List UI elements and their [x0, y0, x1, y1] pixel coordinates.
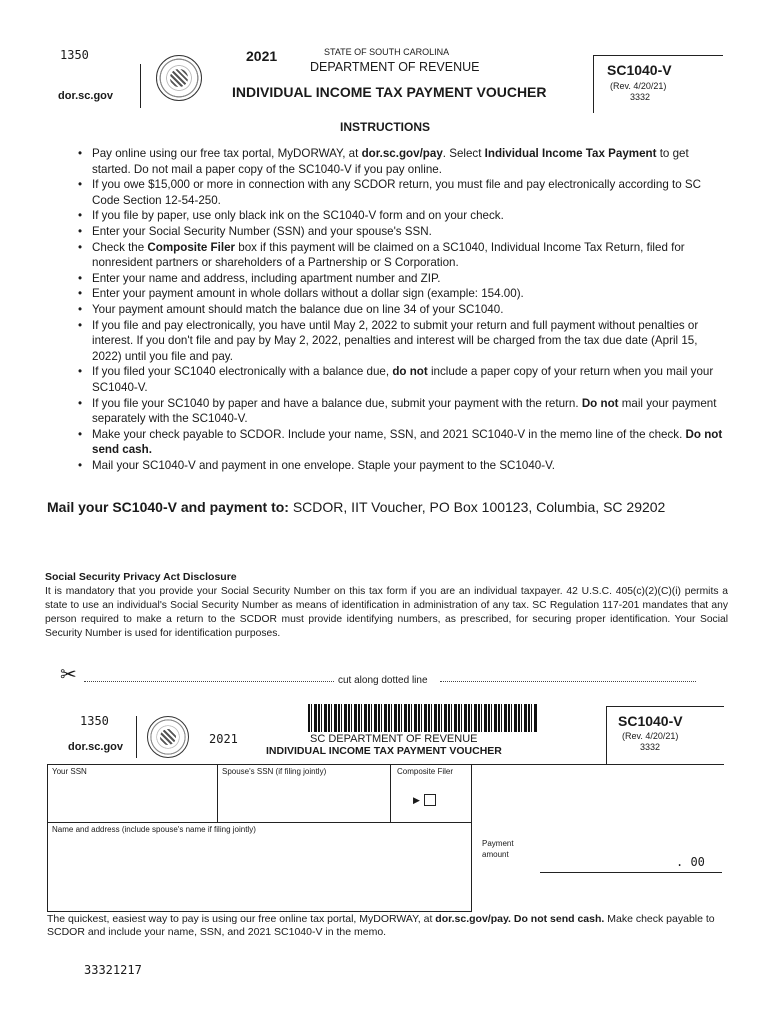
list-item: • Your payment amount should match the balance due on line 34 of your SC1040.: [76, 302, 726, 318]
voucher-seal-icon: [147, 716, 189, 758]
privacy-heading: Social Security Privacy Act Disclosure: [45, 571, 237, 583]
payment-amount-input[interactable]: [540, 872, 722, 873]
spouse-ssn-field[interactable]: [217, 764, 391, 823]
privacy-text: It is mandatory that you provide your Social Security Number on this tax form if you are an individual taxpayer. 42 U.S.C. 405(c)(2)(C)(i) permits a state to use an individual's Social Security Number as means of identification in administration of any tax. SC Regulation 117-201 mandates that any person required to make a return to the SCDOR must provide identifying numbers, as prescribed, for securing proper identification. Your Social Security Number is used for identification purposes.: [45, 586, 728, 639]
voucher-form-code: 1350: [80, 714, 109, 728]
list-item: • If you owe $15,000 or more in connection with any SCDOR return, you must file and pay electronically according to SC Code Section 12-54-250.: [76, 177, 726, 208]
voucher-website: dor.sc.gov: [68, 741, 124, 753]
list-item: • Check the Composite Filer box if this payment will be claimed on a SC1040, Individual Income Tax Return, filed for nonresident partners or shareholders of a Partnership or S Corporation.: [76, 240, 726, 271]
voucher-form-id: SC1040-V: [618, 713, 683, 729]
ssn-field[interactable]: [47, 764, 218, 823]
header-department: DEPARTMENT OF REVENUE: [310, 60, 480, 74]
mail-to-label: Mail your SC1040-V and payment to:: [47, 499, 289, 515]
list-item: • Enter your payment amount in whole dollars without a dollar sign (example: 154.00).: [76, 286, 726, 302]
composite-filer-cell: [390, 764, 472, 823]
ssn-label: Your SSN: [52, 767, 87, 776]
header-rev-code: 3332: [630, 92, 651, 102]
arrow-right-icon: ▶: [413, 795, 420, 805]
list-item: • Mail your SC1040-V and payment in one envelope. Staple your payment to the SC1040-V.: [76, 458, 726, 474]
payment-cents: . 00: [676, 855, 705, 869]
payment-label-line-2: amount: [482, 850, 509, 859]
header-state: STATE OF SOUTH CAROLINA: [324, 47, 450, 57]
list-item: • Pay online using our free tax portal, MyDORWAY, at dor.sc.gov/pay. Select Individual Income Tax Payment to get started. Do not mail a paper copy of the SC1040-V if you pay online.: [76, 146, 726, 177]
voucher-year: 2021: [209, 732, 238, 746]
payment-label-line-1: Payment: [482, 839, 514, 848]
header-rev: (Rev. 4/20/21): [610, 81, 667, 91]
header-year: 2021: [246, 48, 278, 64]
list-item: • Enter your Social Security Number (SSN) and your spouse's SSN.: [76, 224, 726, 240]
list-item: • Enter your name and address, including apartment number and ZIP.: [76, 271, 726, 287]
scissors-icon: ✂: [60, 664, 77, 686]
list-item: • If you file your SC1040 by paper and have a balance due, submit your payment with the return. Do not mail your payment separately with the SC1040-V.: [76, 396, 726, 427]
voucher-rev: (Rev. 4/20/21): [622, 731, 679, 741]
voucher-divider: [136, 716, 137, 758]
name-address-label: Name and address (include spouse's name if filing jointly): [52, 825, 256, 834]
state-seal-icon: [156, 55, 202, 101]
cut-line-right: [440, 681, 696, 682]
instructions-heading: INSTRUCTIONS: [340, 120, 430, 134]
website: dor.sc.gov: [58, 90, 114, 102]
header-title: INDIVIDUAL INCOME TAX PAYMENT VOUCHER: [232, 84, 547, 100]
spouse-ssn-label: Spouse's SSN (if filing jointly): [222, 767, 327, 776]
header-form-id: SC1040-V: [607, 62, 672, 78]
composite-filer-checkbox[interactable]: [424, 794, 436, 806]
name-address-field[interactable]: [47, 822, 472, 912]
mail-to: [47, 499, 665, 515]
list-item: • If you filed your SC1040 electronically with a balance due, do not include a paper copy of your return when you mail your SC1040-V.: [76, 364, 726, 395]
footer-note: The quickest, easiest way to pay is using our free online tax portal, MyDORWAY, at dor.sc.gov/pay. Do not send cash. Make check payable to SCDOR and include your name, SSN, and 2021 SC1040-V in the memo.: [47, 913, 715, 938]
instructions-list: [76, 146, 726, 473]
header-divider: [140, 64, 141, 108]
barcode-image: [308, 704, 538, 732]
list-item: • If you file by paper, use only black ink on the SC1040-V form and on your check.: [76, 208, 726, 224]
voucher-title: INDIVIDUAL INCOME TAX PAYMENT VOUCHER: [266, 745, 502, 757]
cut-line-left: [84, 681, 334, 682]
mail-to-address: SCDOR, IIT Voucher, PO Box 100123, Columbia, SC 29202: [288, 499, 666, 515]
composite-filer-label: Composite Filer: [397, 767, 454, 776]
footer-code: 33321217: [84, 963, 142, 977]
list-item: • Make your check payable to SCDOR. Include your name, SSN, and 2021 SC1040-V in the memo line of the check. Do not send cash.: [76, 427, 726, 458]
list-item: • If you file and pay electronically, you have until May 2, 2022 to submit your return and full payment without penalties or interest. If you don't file and pay by May 2, 2022, penalties and interest will be charged from the tax due date (April 15, 2022) until you file and pay.: [76, 318, 726, 365]
cut-line-label: cut along dotted line: [338, 675, 428, 686]
voucher-department: SC DEPARTMENT OF REVENUE: [310, 733, 478, 745]
form-code: 1350: [60, 48, 89, 62]
voucher-rev-code: 3332: [640, 742, 661, 752]
payment-cell: [471, 764, 724, 912]
